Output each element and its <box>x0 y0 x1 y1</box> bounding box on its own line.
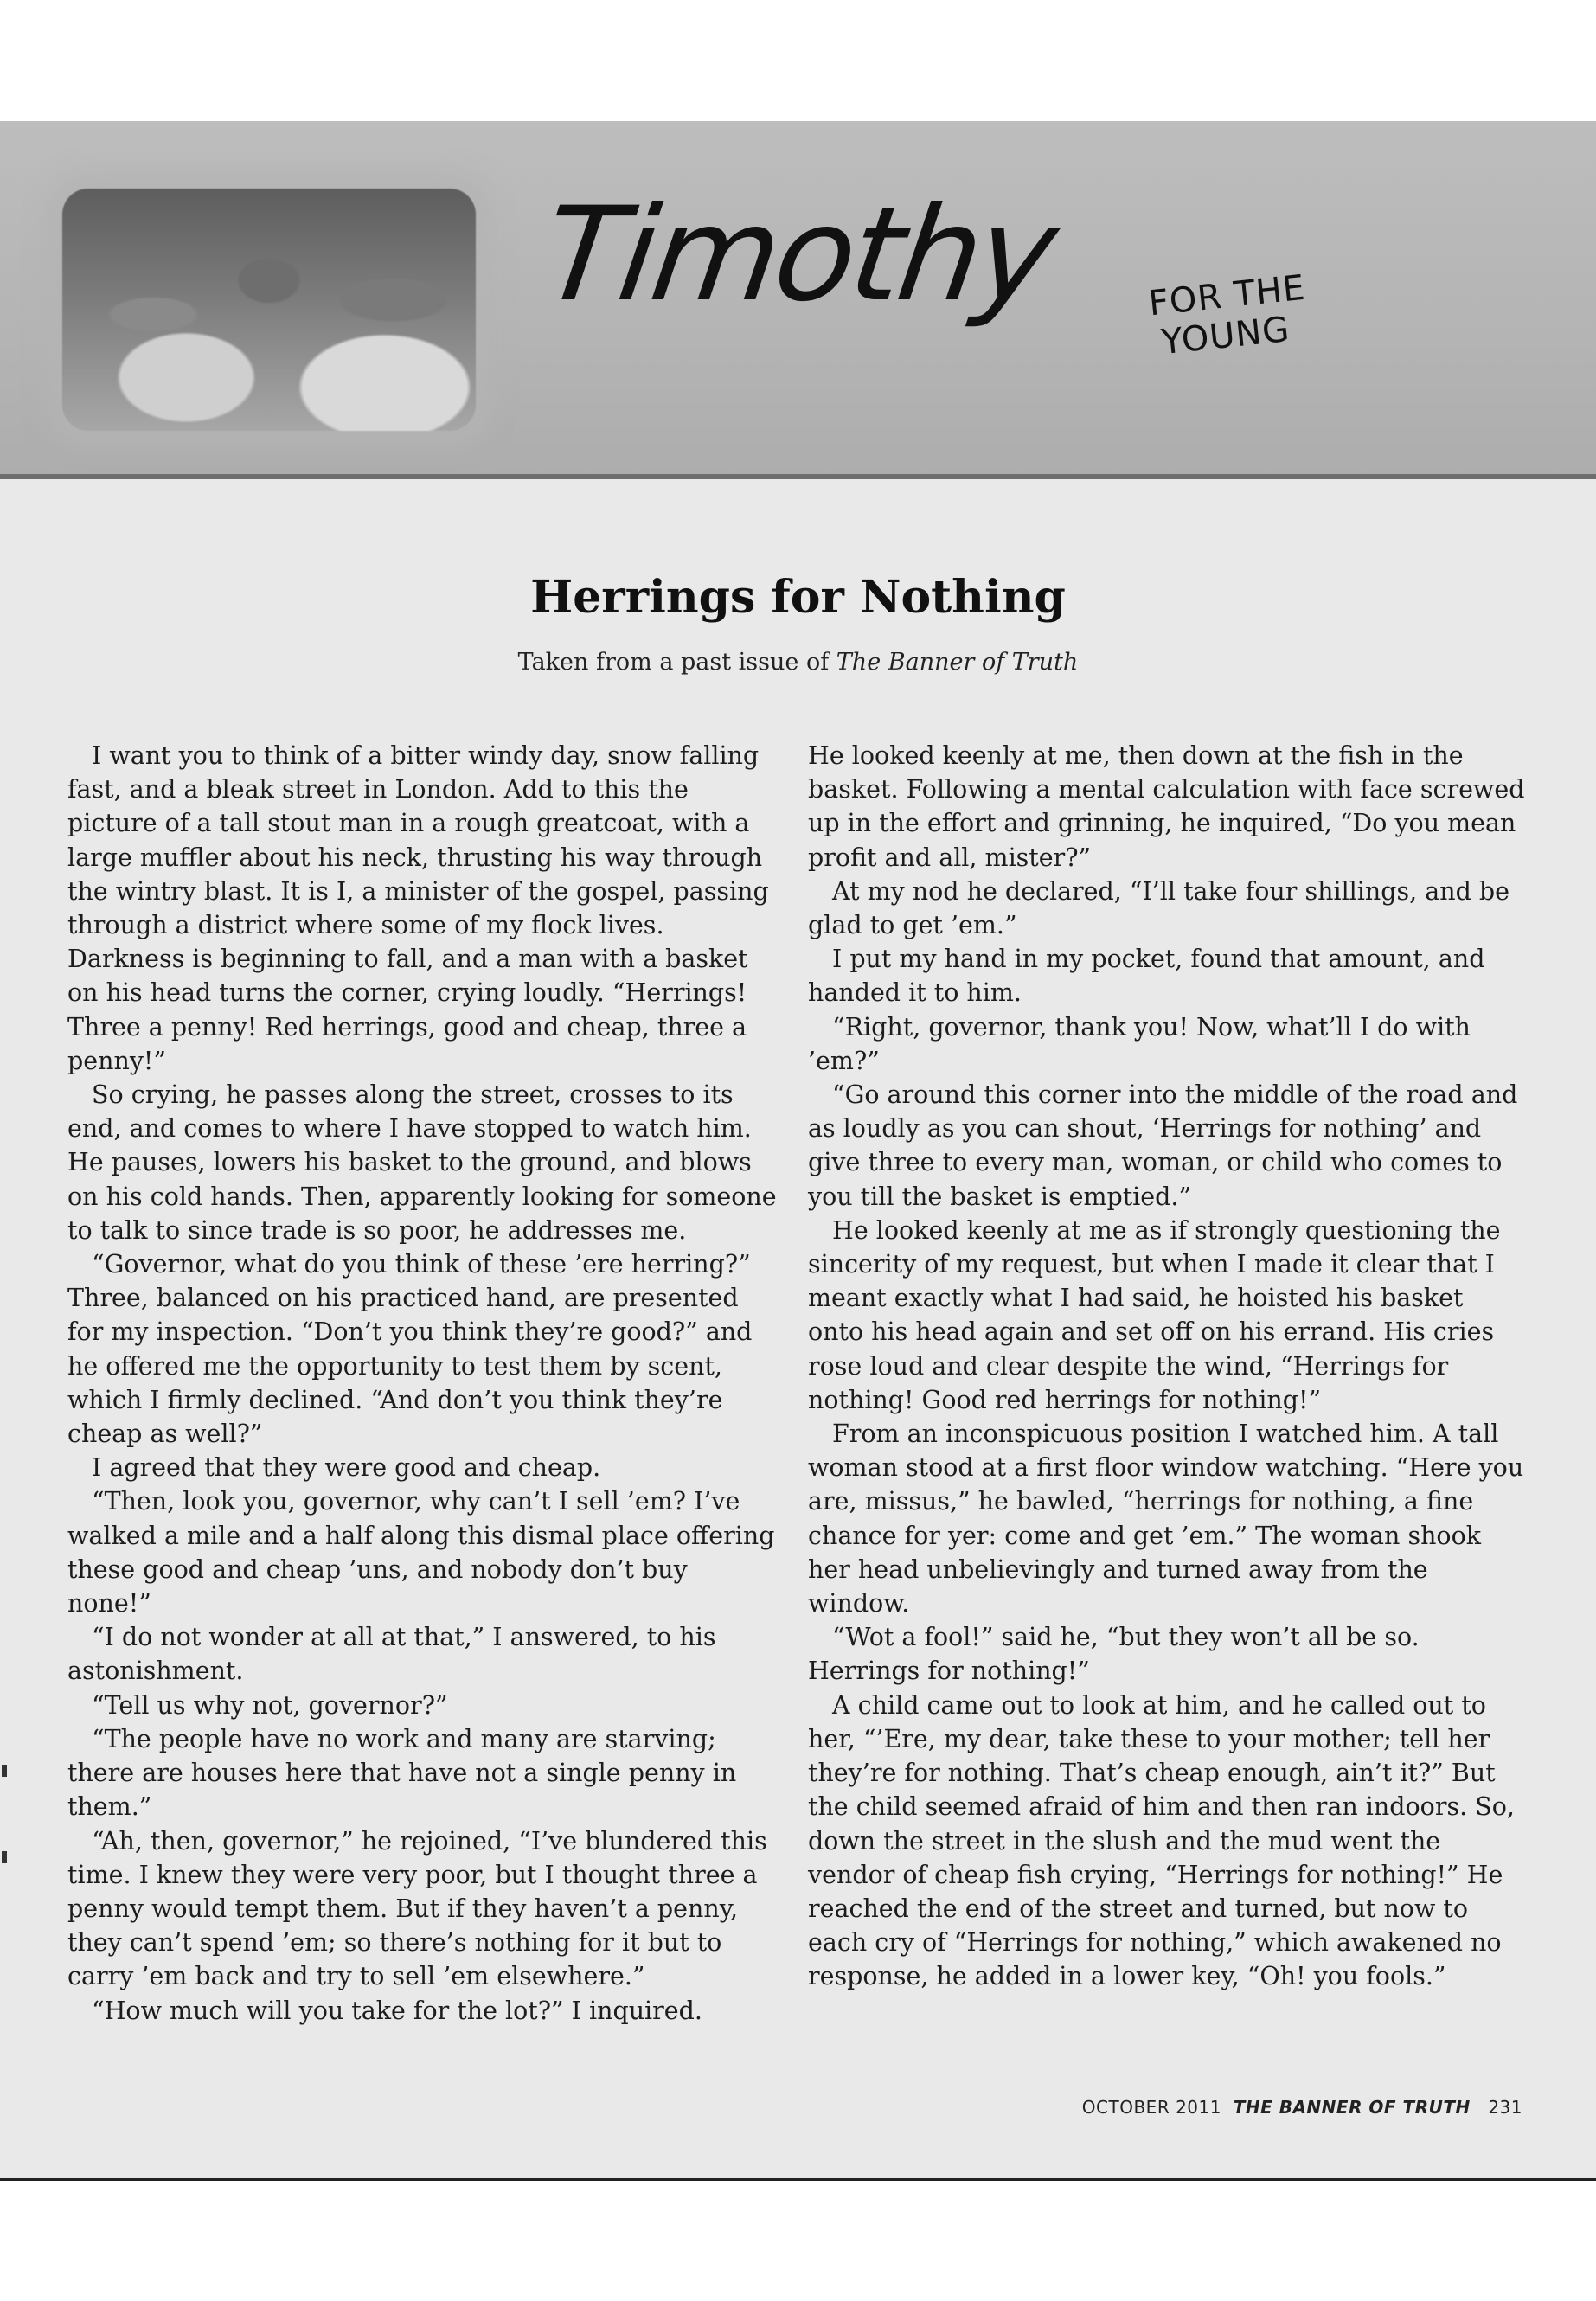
brand-sub-line-1: FOR THE <box>1146 267 1308 324</box>
header-divider <box>0 474 1596 479</box>
article-title: Herrings for Nothing <box>530 571 1066 624</box>
page-bottom-edge <box>0 2178 1596 2181</box>
paragraph: “Right, governor, thank you! Now, what’ll I do with ’em?” <box>808 1012 1471 1075</box>
section-brand-title: Timothy <box>534 180 1063 330</box>
paragraph: “Wot a fool!” said he, “but they won’t all be so. Herrings for nothing!” <box>808 1623 1420 1686</box>
paragraph: “Then, look you, governor, why can’t I sell ’em? I’ve walked a mile and a half along this dismal place offering these good and cheap ’uns, and nobody don’t buy none!” <box>67 1487 775 1618</box>
scan-mark <box>2 1765 7 1777</box>
paragraph: At my nod he declared, “I’ll take four shillings, and be glad to get ’em.” <box>808 876 1510 940</box>
paragraph: “Ah, then, governor,” he rejoined, “I’ve blundered this time. I knew they were very poor, but I thought three a penny would tempt them. But if they haven’t a penny, they can’t spend ’em; so there’s nothing for it but to carry ’em back and try to sell ’em elsewhere.” <box>67 1826 767 1991</box>
paragraph: “The people have no work and many are starving; there are houses here that have not a single penny in them.” <box>67 1724 737 1822</box>
paragraph: So crying, he passes along the street, crosses to its end, and comes to where I have stopped to watch him. He pauses, lowers his basket to the ground, and blows on his cold hands. Then, apparently looking for someone to talk to since trade is so poor, he addresses me. <box>67 1080 777 1245</box>
paragraph: A child came out to look at him, and he called out to her, “’Ere, my dear, take these to your mother; tell her they’re for nothing. That’s cheap enough, ain’t it?” But the child seemed afraid of him and then ran indoors. So, down the street in the slush and the mud went the vendor of cheap fish crying, “Herrings for nothing!” He reached the end of the street and turned, but now to each cry of “Herrings for nothing,” which awakened no response, he added in a lower key, “Oh! you fools.” <box>808 1690 1515 1991</box>
subtitle-source: The Banner of Truth <box>836 649 1079 676</box>
footer-page-number: 231 <box>1488 2097 1522 2118</box>
children-writing-photo <box>62 189 476 431</box>
article-column-left <box>67 739 777 2028</box>
paragraph: I want you to think of a bitter windy day, snow falling fast, and a bleak street in London. Add to this the picture of a tall stout man in a rough greatcoat, with a large muffler about his neck, thrusting his way through the wintry blast. It is I, a minister of the gospel, passing through a district where some of my flock lives. Darkness is beginning to fall, and a man with a basket on his head turns the corner, crying loudly. “Herrings! Three a penny! Red herrings, good and cheap, three a penny!” <box>67 741 769 1075</box>
page-footer <box>969 2097 1522 2118</box>
scan-margin-top <box>0 0 1596 121</box>
paragraph: From an inconspicuous position I watched him. A tall woman stood at a first floor window watching. “Here you are, missus,” he bawled, “herrings for nothing, a fine chance for yer: come and get ’em.” The woman shook her head unbelievingly and turned away from the window. <box>808 1420 1524 1618</box>
article-column-right <box>808 739 1526 1994</box>
footer-magazine-name: THE BANNER OF TRUTH <box>1233 2097 1471 2118</box>
paragraph: “Governor, what do you think of these ’ere herring?” Three, balanced on his practiced hand, are presented for my inspection. “Don’t you think they’re good?” and he offered me the opportunity to test them by scent, which I firmly declined. “And don’t you think they’re cheap as well?” <box>67 1250 753 1449</box>
paragraph: I agreed that they were good and cheap. <box>92 1453 601 1483</box>
article-subtitle <box>0 649 1596 676</box>
subtitle-prefix: Taken from a past issue of <box>517 649 836 676</box>
paragraph: “Go around this corner into the middle of the road and as loudly as you can shout, ‘Herrings for nothing’ and give three to every man, woman, or child who comes to you till the basket is emptied.” <box>808 1080 1518 1211</box>
paragraph: “I do not wonder at all at that,” I answered, to his astonishment. <box>67 1623 716 1686</box>
brand-sub-line-2: YOUNG <box>1159 309 1292 363</box>
paragraph: “Tell us why not, governor?” <box>92 1690 448 1720</box>
paragraph: “How much will you take for the lot?” I inquired. <box>92 1996 702 2025</box>
paragraph: He looked keenly at me, then down at the fish in the basket. Following a mental calculation with face screwed up in the effort and grinning, he inquired, “Do you mean profit and all, mister?” <box>808 741 1525 872</box>
footer-issue: OCTOBER 2011 <box>1081 2097 1221 2118</box>
scan-mark <box>2 1851 7 1863</box>
paragraph: He looked keenly at me as if strongly questioning the sincerity of my request, but when I made it clear that I meant exactly what I had said, he hoisted his basket onto his head again and set off on his errand. His cries rose loud and clear despite the wind, “Herrings for nothing! Good red herrings for nothing!” <box>808 1215 1501 1414</box>
paragraph: I put my hand in my pocket, found that amount, and handed it to him. <box>808 945 1485 1008</box>
